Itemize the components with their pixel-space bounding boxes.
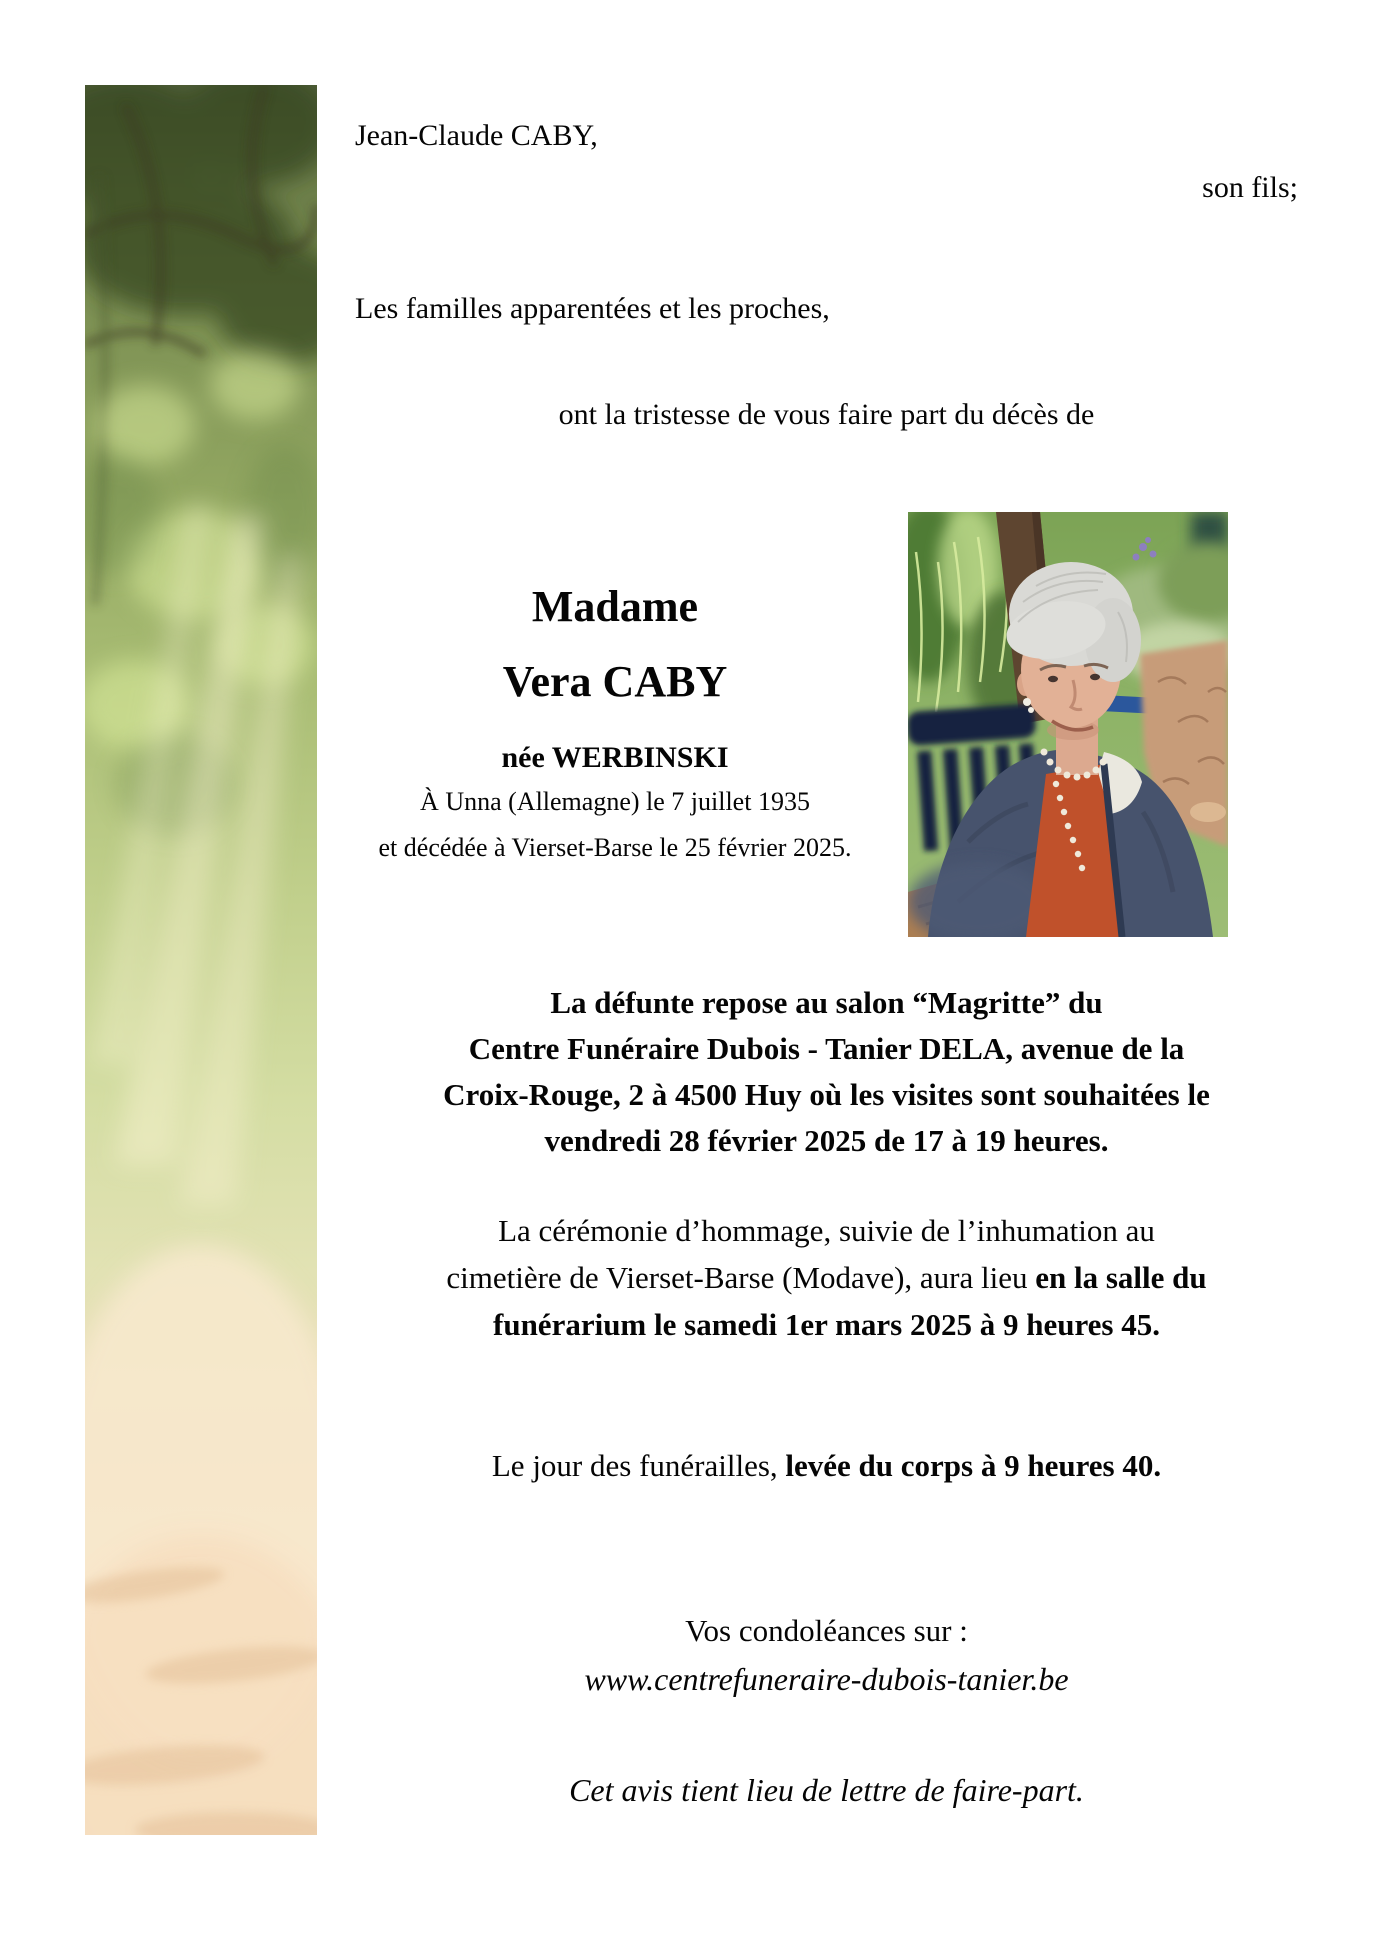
portrait-photo [908,512,1228,937]
ceremony-line-2 [355,1254,1298,1301]
deceased-title: Madame [531,582,699,631]
deceased-birth-line: À Unna (Allemagne) le 7 juillet 1935 [420,787,810,816]
deceased-name: Vera CABY [502,657,728,706]
condolences-website: www.centrefuneraire-dubois-tanier.be [584,1661,1069,1697]
ceremony-line-3: funérarium le samedi 1er mars 2025 à 9 heures 45. [493,1307,1160,1342]
visitation-line-4: vendredi 28 février 2025 de 17 à 19 heures. [544,1123,1109,1158]
visitation-line-1: La défunte repose au salon “Magritte” du [550,985,1103,1020]
visitation-line-2: Centre Funéraire Dubois - Tanier DELA, avenue de la [468,1031,1185,1066]
visitation-line-3: Croix-Rouge, 2 à 4500 Huy où les visites sont souhaitées le [443,1077,1210,1112]
portrait-illustration [908,512,1228,937]
relation-line: son fils; [1202,171,1298,204]
ceremony-line-1: La cérémonie d’hommage, suivie de l’inhumation au [498,1213,1155,1248]
closing-notice: Cet avis tient lieu de lettre de faire-part. [569,1772,1084,1808]
forest-path-image [85,85,317,1835]
funeral-day-regular: Le jour des funérailles, [491,1448,786,1483]
ceremony-paragraph [355,1207,1298,1348]
families-line: Les familles apparentées et les proches, [355,292,830,325]
deceased-death-line: et décédée à Vierset-Barse le 25 février 2025. [378,833,852,862]
ceremony-line-2-regular: cimetière de Vierset-Barse (Modave), aura lieu [446,1260,1036,1295]
forest-path-illustration [85,85,317,1835]
announcement-line: ont la tristesse de vous faire part du décès de [558,398,1095,431]
ceremony-line-2-bold: en la salle du [1035,1260,1207,1295]
condolences-block [355,1606,1298,1704]
deceased-maiden-name: née WERBINSKI [501,741,729,774]
funeral-day-line [355,1448,1298,1484]
visitation-paragraph [355,980,1298,1164]
condolences-label: Vos condoléances sur : [685,1613,968,1648]
son-name-line: Jean-Claude CABY, [355,119,598,152]
funeral-day-bold: levée du corps à 9 heures 40. [785,1448,1162,1483]
